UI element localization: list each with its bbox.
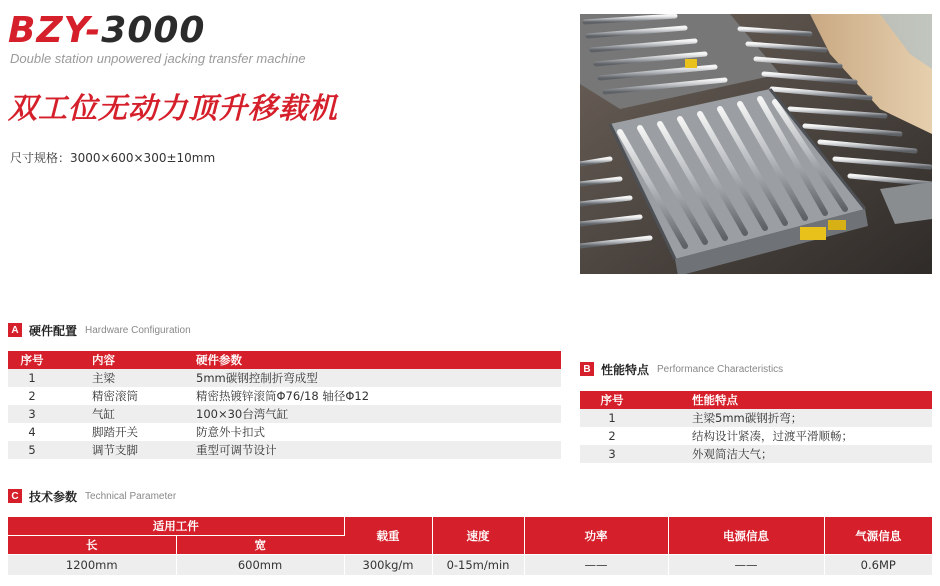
col-header: 内容 xyxy=(56,351,176,369)
table-row xyxy=(8,441,561,459)
table-row xyxy=(580,427,932,445)
table-cell: 0.6MP xyxy=(824,555,932,576)
section-a-title-cn: 硬件配置 xyxy=(29,323,78,338)
model-number xyxy=(8,8,205,54)
table-cell: 外观简洁大气； xyxy=(644,445,932,463)
section-c-badge: C xyxy=(8,489,22,503)
section-b-title-cn: 性能特点 xyxy=(601,362,650,377)
table-cell: 防意外卡扣式 xyxy=(176,423,561,441)
col-header-power-supply: 电源信息 xyxy=(668,517,824,555)
table-cell: 300kg/m xyxy=(344,555,432,576)
roller-conveyor-photo-icon xyxy=(580,14,932,274)
section-b-title-en: Performance Characteristics xyxy=(657,363,784,375)
table-cell: 气缸 xyxy=(56,405,176,423)
technical-parameter-table xyxy=(8,517,932,575)
col-header: 硬件参数 xyxy=(176,351,561,369)
product-subtitle-en: Double station unpowered jacking transfer machine xyxy=(10,51,306,66)
table-cell: 2 xyxy=(580,427,644,445)
col-header-length: 长 xyxy=(8,536,176,555)
table-cell: 主梁 xyxy=(56,369,176,387)
table-row xyxy=(8,387,561,405)
table-cell: 0-15m/min xyxy=(432,555,524,576)
col-header-load: 载重 xyxy=(344,517,432,555)
section-b-badge: B xyxy=(580,362,594,376)
group-header-workpiece: 适用工件 xyxy=(8,517,344,536)
table-row xyxy=(8,405,561,423)
table-cell: 5 xyxy=(8,441,56,459)
table-cell: 600mm xyxy=(176,555,344,576)
section-c-header xyxy=(8,488,176,504)
table-cell: 结构设计紧凑，过渡平滑顺畅； xyxy=(644,427,932,445)
section-a-title-en: Hardware Configuration xyxy=(85,324,191,336)
section-c-title-cn: 技术参数 xyxy=(29,489,78,504)
table-header-row xyxy=(8,517,932,536)
model-prefix: BZY- xyxy=(8,10,102,51)
hardware-config-table xyxy=(8,351,561,459)
col-header-speed: 速度 xyxy=(432,517,524,555)
table-cell: 3 xyxy=(8,405,56,423)
table-cell: 2 xyxy=(8,387,56,405)
table-cell: —— xyxy=(524,555,668,576)
table-cell: 精密滚筒 xyxy=(56,387,176,405)
section-a-badge: A xyxy=(8,323,22,337)
table-cell: —— xyxy=(668,555,824,576)
model-suffix: 3000 xyxy=(101,10,206,51)
table-header-row xyxy=(8,351,561,369)
table-row xyxy=(8,555,932,576)
table-cell: 精密热镀锌滚筒Φ76/18 轴径Φ12 xyxy=(176,387,561,405)
table-row xyxy=(580,409,932,427)
table-row xyxy=(8,369,561,387)
table-cell: 4 xyxy=(8,423,56,441)
section-c-title-en: Technical Parameter xyxy=(85,490,177,502)
col-header: 性能特点 xyxy=(644,391,932,409)
table-row xyxy=(580,445,932,463)
table-row xyxy=(8,423,561,441)
table-cell: 3 xyxy=(580,445,644,463)
col-header-power: 功率 xyxy=(524,517,668,555)
product-title-cn: 双工位无动力顶升移载机 xyxy=(8,91,339,125)
table-header-row xyxy=(580,391,932,409)
dimension-spec: 尺寸规格：3000×600×300±10mm xyxy=(10,151,216,165)
table-cell: 100×30台湾气缸 xyxy=(176,405,561,423)
col-header-air-supply: 气源信息 xyxy=(824,517,932,555)
product-photo xyxy=(580,14,932,274)
table-cell: 5mm碳钢控制折弯成型 xyxy=(176,369,561,387)
section-b-header xyxy=(580,361,783,377)
col-header: 序号 xyxy=(580,391,644,409)
table-cell: 重型可调节设计 xyxy=(176,441,561,459)
performance-table xyxy=(580,391,932,463)
table-cell: 主梁5mm碳钢折弯； xyxy=(644,409,932,427)
table-cell: 调节支脚 xyxy=(56,441,176,459)
table-cell: 1 xyxy=(580,409,644,427)
col-header-width: 宽 xyxy=(176,536,344,555)
col-header: 序号 xyxy=(8,351,56,369)
table-cell: 1200mm xyxy=(8,555,176,576)
table-cell: 1 xyxy=(8,369,56,387)
section-a-header xyxy=(8,322,191,338)
table-cell: 脚踏开关 xyxy=(56,423,176,441)
